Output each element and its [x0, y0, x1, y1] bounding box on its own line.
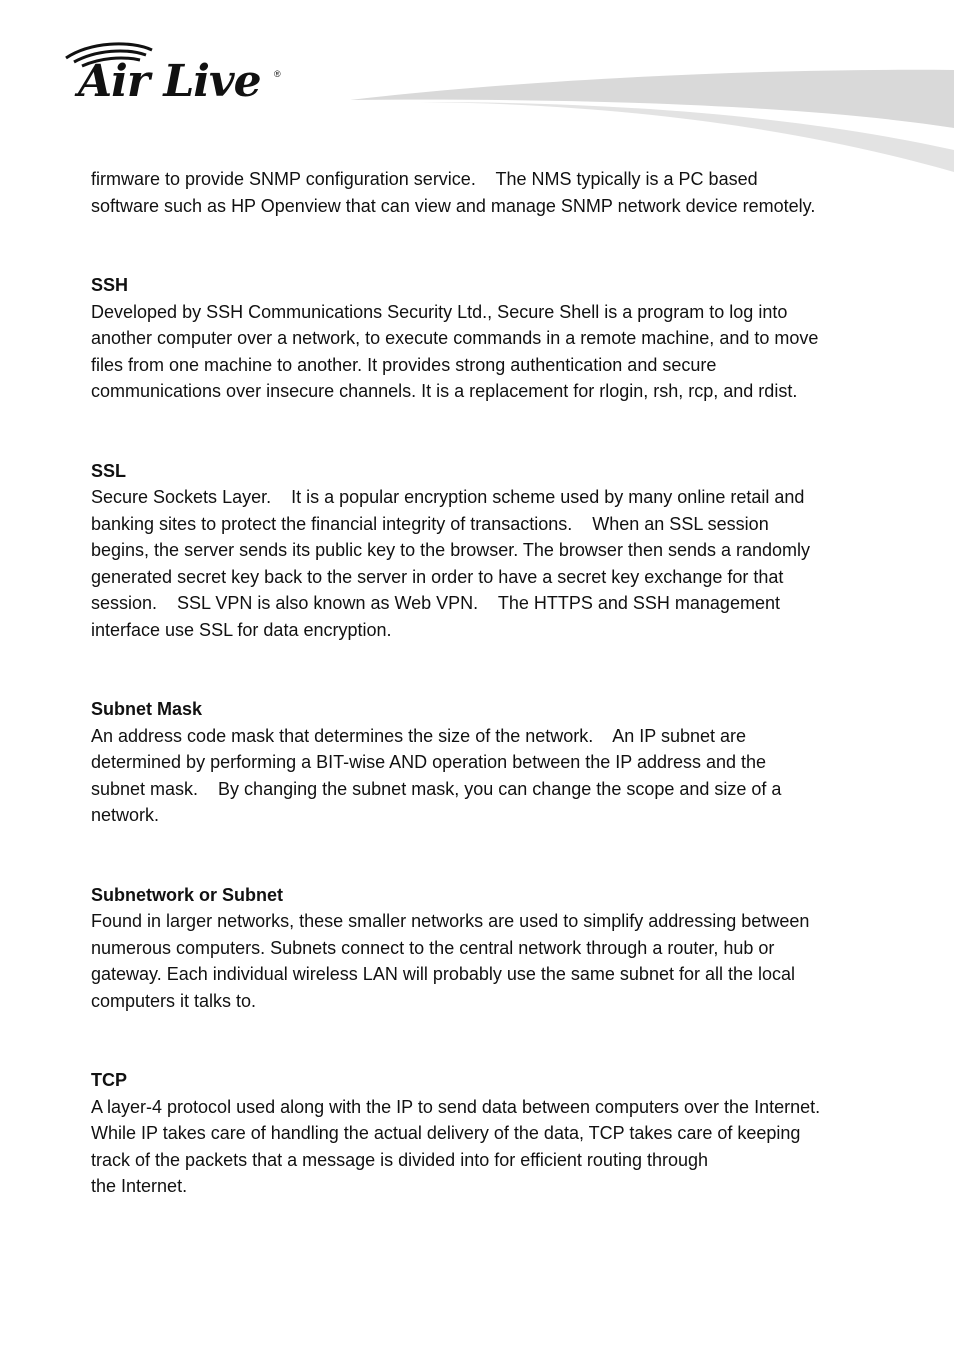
text-line: firmware to provide SNMP configuration service. The NMS typically is a PC based	[91, 169, 758, 189]
text-line: track of the packets that a message is divided into for efficient routing through	[91, 1149, 709, 1170]
text-line: A layer-4 protocol used along with the IP to send data between computers over the Internet.	[91, 1096, 821, 1117]
term-heading: Subnet Mask	[91, 699, 203, 719]
text-line: An address code mask that determines the size of the network. An IP subnet are	[91, 725, 747, 746]
term-heading: SSH	[91, 275, 129, 295]
text-line: gateway. Each individual wireless LAN will probably use the same subnet for all the local	[91, 964, 796, 984]
logo-wordmark: Air Live	[78, 56, 261, 107]
text-line: interface use SSL for data encryption.	[91, 619, 392, 640]
text-line: subnet mask. By changing the subnet mask, you can change the scope and size of a	[91, 778, 782, 799]
glossary-entry-ssh	[91, 272, 881, 405]
glossary-content	[91, 166, 881, 1200]
text-line: computers it talks to.	[91, 990, 257, 1011]
page-header	[0, 0, 954, 180]
text-line: determined by performing a BIT-wise AND operation between the IP address and the	[91, 752, 767, 772]
glossary-entry-tcp	[91, 1067, 881, 1200]
text-line: begins, the server sends its public key to the browser. The browser then sends a randomly	[91, 540, 811, 560]
text-line: numerous computers. Subnets connect to the central network through a router, hub or	[91, 937, 775, 958]
text-line: software such as HP Openview that can view and manage SNMP network device remotely.	[91, 195, 816, 216]
glossary-entry-ssl	[91, 458, 881, 644]
text-line: communications over insecure channels. It is a replacement for rlogin, rsh, rcp, and rdist.	[91, 381, 798, 401]
text-line: While IP takes care of handling the actual delivery of the data, TCP takes care of keeping	[91, 1123, 801, 1143]
glossary-entry-subnet-mask	[91, 696, 881, 829]
text-line: session. SSL VPN is also known as Web VPN. The HTTPS and SSH management	[91, 593, 780, 613]
text-line: Found in larger networks, these smaller networks are used to simplify addressing between	[91, 911, 810, 931]
text-line: Developed by SSH Communications Security Ltd., Secure Shell is a program to log into	[91, 301, 788, 322]
text-line: network.	[91, 805, 160, 825]
text-line: the Internet.	[91, 1176, 188, 1196]
term-heading: SSL	[91, 460, 127, 481]
text-line: another computer over a network, to execute commands in a remote machine, and to move	[91, 328, 819, 348]
airlive-logo	[60, 40, 300, 110]
intro-paragraph	[91, 166, 881, 219]
glossary-entry-subnetwork	[91, 882, 881, 1015]
registered-mark: ®	[274, 69, 281, 79]
text-line: generated secret key back to the server in order to have a secret key exchange for that	[91, 566, 784, 587]
text-line: Secure Sockets Layer. It is a popular encryption scheme used by many online retail and	[91, 487, 805, 507]
text-line: files from one machine to another. It provides strong authentication and secure	[91, 354, 717, 375]
text-line: banking sites to protect the financial integrity of transactions. When an SSL session	[91, 513, 769, 534]
term-heading: Subnetwork or Subnet	[91, 884, 284, 905]
term-heading: TCP	[91, 1070, 127, 1090]
